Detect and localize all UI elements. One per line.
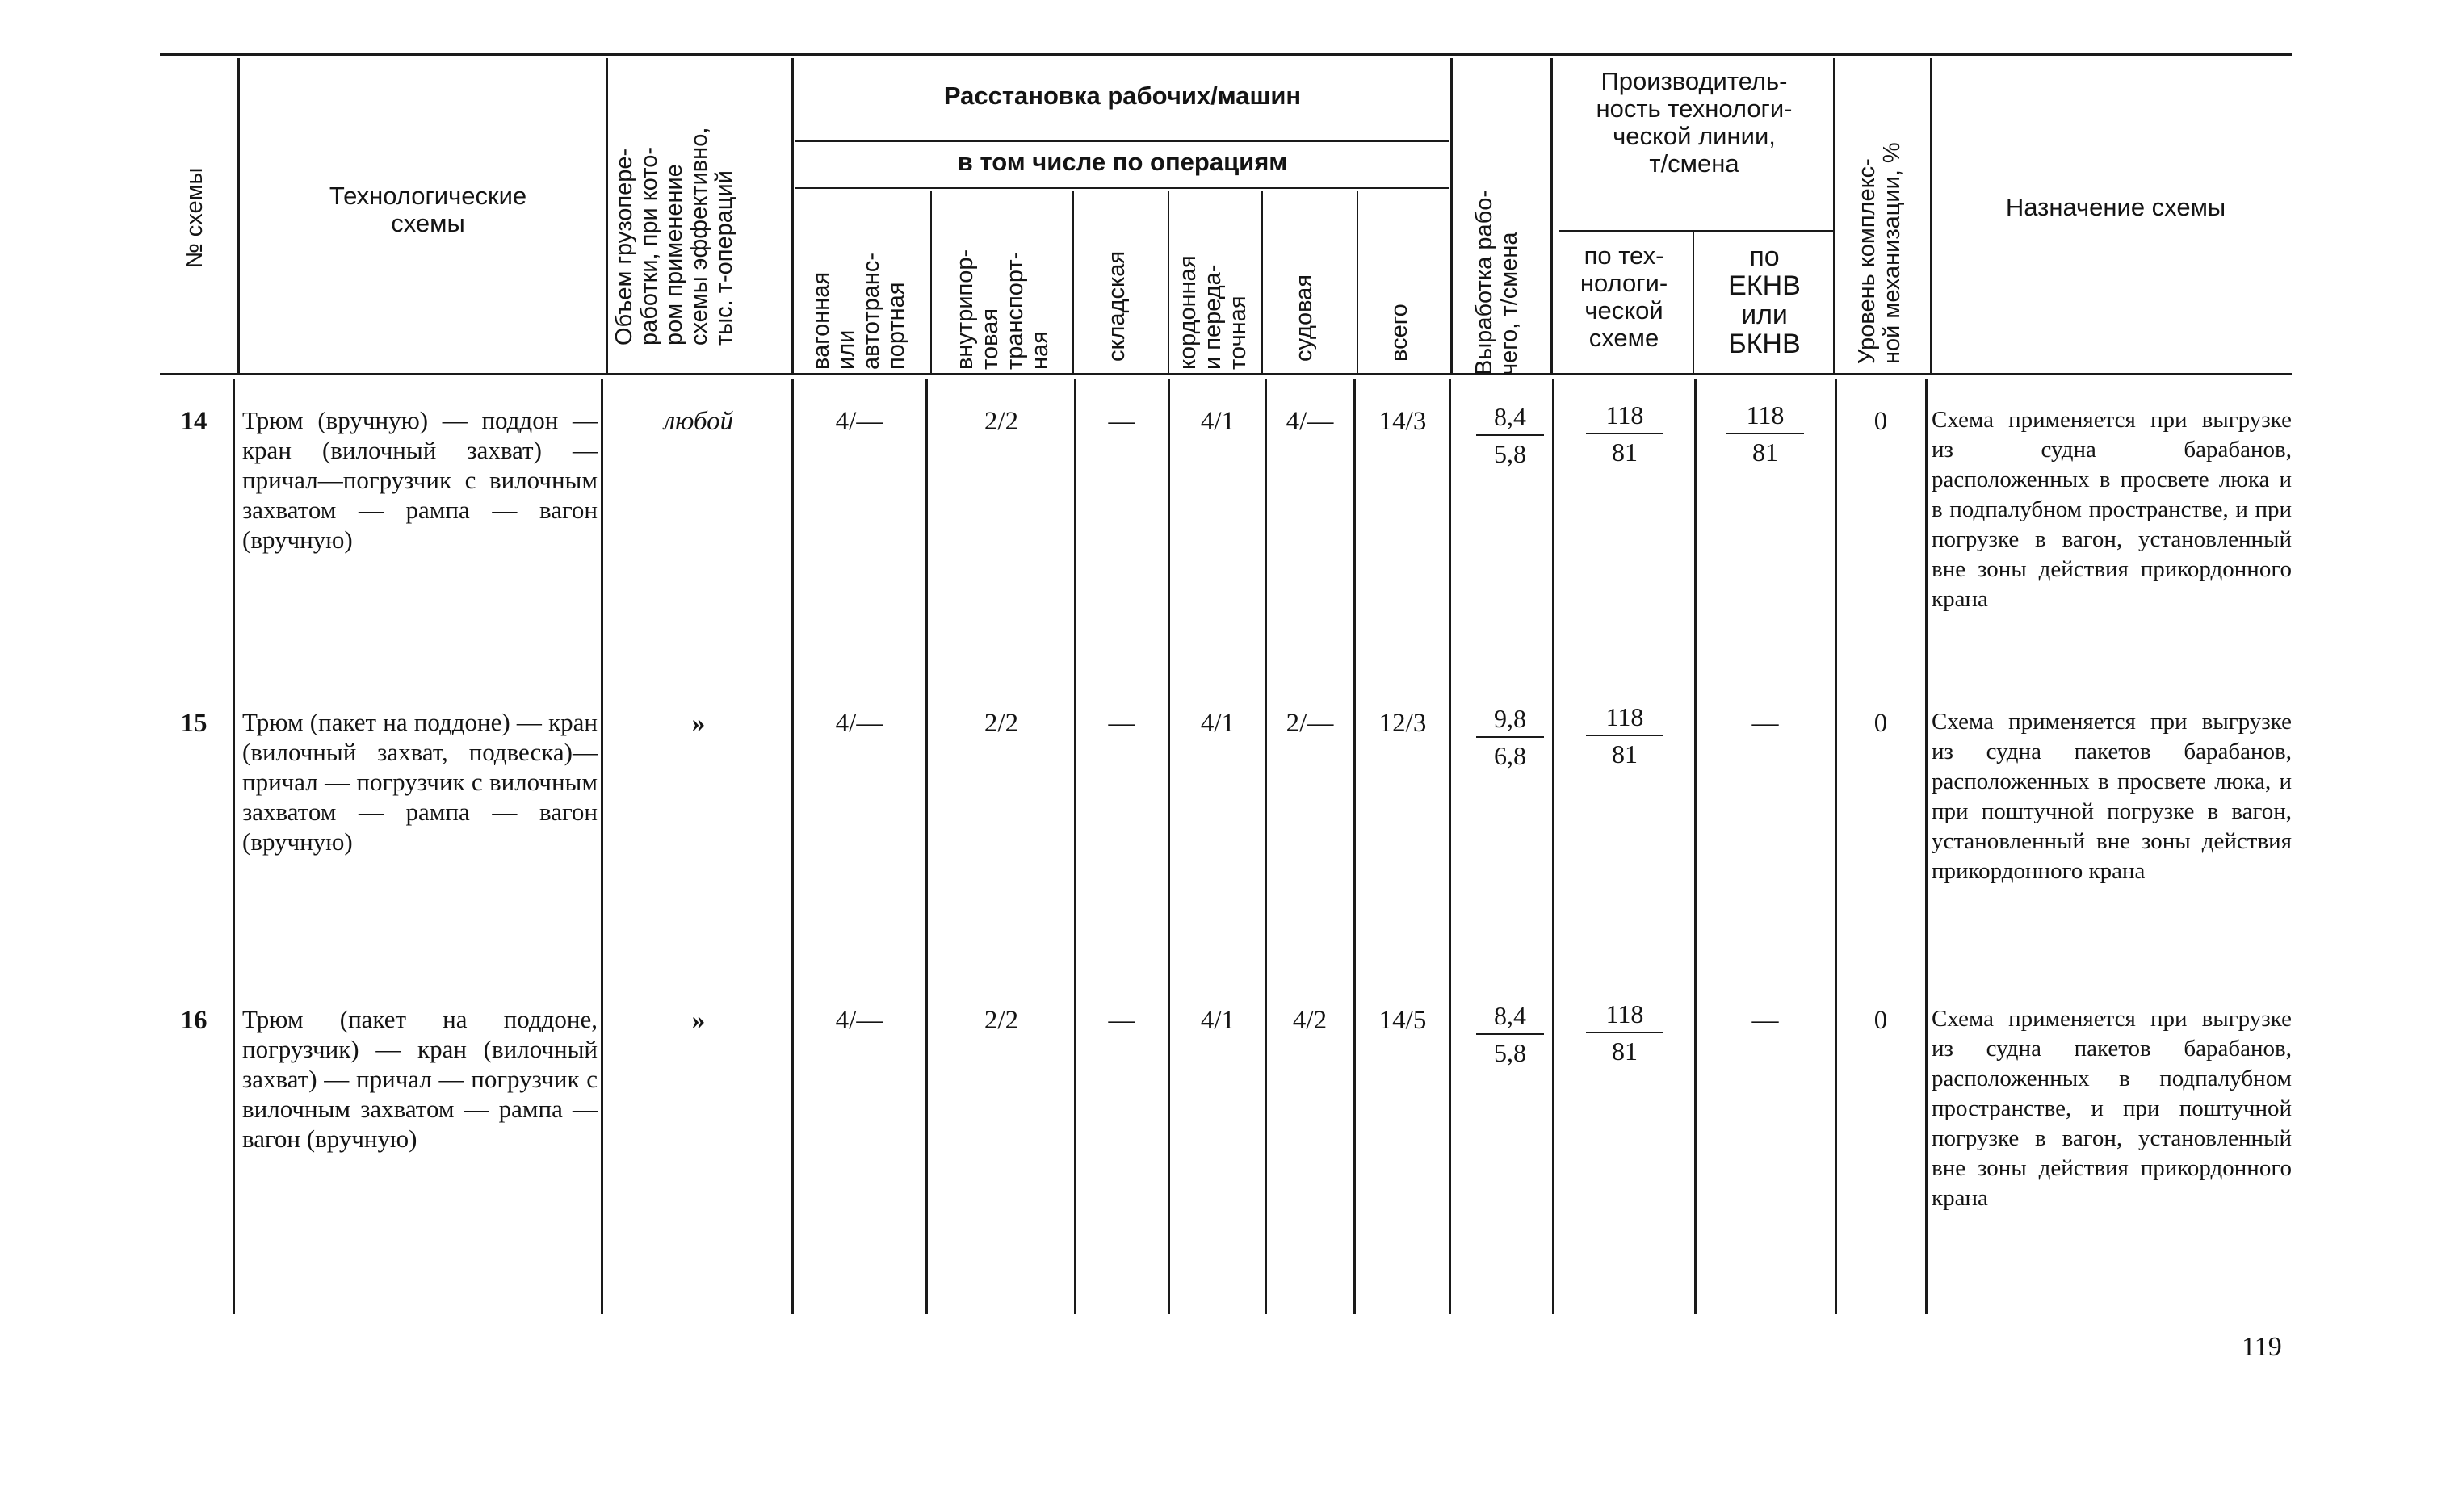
mech-level-value: 0 (1873, 407, 1888, 436)
tech-productivity-denominator: 81 (1612, 739, 1638, 769)
warehouse-value: — (1108, 407, 1135, 436)
vline-h5 (1072, 191, 1074, 373)
ekhv-productivity-dash: — (1751, 709, 1779, 738)
vline-b2 (601, 379, 603, 1314)
output-denominator: 5,8 (1494, 1038, 1526, 1067)
header-productivity: Производитель- ность технологи- ческой линии, т/смена (1596, 67, 1793, 178)
tech-productivity-numerator: 118 (1586, 399, 1663, 434)
productivity-subheader-rule (1559, 230, 1833, 232)
warehouse-value: — (1108, 709, 1135, 738)
scheme-description: Трюм (пакет на поддоне) — кран (вилочный захват, подвеска)—причал — погрузчик с вилочным захватом — рампа — вагон (вручную) (242, 708, 598, 856)
total-value: 14/5 (1378, 1006, 1427, 1035)
vline-h3 (791, 58, 794, 373)
header-by-ekhv: по ЕКНВ или БКНВ (1728, 241, 1801, 359)
volume-value: » (691, 709, 706, 738)
wagon-value: 4/— (835, 709, 883, 738)
output-numerator: 9,8 (1476, 702, 1544, 738)
vline-h12 (1833, 58, 1835, 373)
vline-h11 (1693, 232, 1694, 373)
header-internal: внутрипор- товая транспорт- ная (952, 249, 1053, 370)
total-value: 14/3 (1378, 407, 1427, 436)
page-number: 119 (2242, 1332, 2282, 1362)
header-cordon: кордонная и переда- точная (1175, 255, 1251, 370)
header-schemes: Технологические схемы (329, 182, 527, 237)
vline-b8 (1353, 379, 1356, 1314)
vline-b3 (791, 379, 794, 1314)
vline-b12 (1835, 379, 1837, 1314)
internal-value: 2/2 (984, 407, 1019, 436)
tech-productivity-numerator: 118 (1586, 701, 1663, 736)
vline-h4 (930, 191, 932, 373)
header-by-tech-scheme: по тех- нологи- ческой схеме (1579, 241, 1668, 352)
ekhv-productivity-dash: — (1751, 1006, 1779, 1035)
vline-b10 (1552, 379, 1554, 1314)
operations-subheader-rule (795, 187, 1449, 189)
output-denominator: 5,8 (1494, 439, 1526, 468)
vline-h9 (1450, 58, 1453, 373)
cordon-value: 4/1 (1200, 1006, 1235, 1035)
ship-value: 4/2 (1292, 1006, 1328, 1035)
header-purpose: Назначение схемы (2005, 193, 2226, 221)
vline-h13 (1930, 58, 1932, 373)
mech-level-value: 0 (1873, 709, 1888, 738)
header-mech-level: Уровень комплекс- ной механизации, % (1854, 142, 1905, 364)
volume-value: » (691, 1006, 706, 1035)
internal-value: 2/2 (984, 709, 1019, 738)
header-total: всего (1387, 304, 1412, 362)
output-numerator: 8,4 (1476, 400, 1544, 436)
header-scheme-no: № схемы (182, 167, 208, 269)
tech-productivity-fraction (1586, 701, 1663, 770)
tech-productivity-denominator: 81 (1612, 1037, 1638, 1066)
vline-h8 (1357, 191, 1358, 373)
header-placement: Расстановка рабочих/машин (943, 82, 1302, 110)
scheme-no: 15 (180, 709, 208, 738)
output-fraction (1476, 999, 1544, 1069)
top-rule (160, 53, 2292, 56)
scheme-description: Трюм (вручную) — поддон — кран (вилочный захват) — причал—погрузчик с вилочным захватом — рампа — вагон (вручную) (242, 406, 598, 554)
output-denominator: 6,8 (1494, 741, 1526, 770)
vline-b6 (1168, 379, 1170, 1314)
vline-b7 (1265, 379, 1267, 1314)
cordon-value: 4/1 (1200, 709, 1235, 738)
header-ship: судовая (1291, 274, 1317, 362)
tech-productivity-fraction (1586, 998, 1663, 1067)
purpose-description: Схема применяется при выгрузке из судна пакетов барабанов, расположенных в подпалубном пространстве, и при поштучной погрузке в вагон, установленный вне зоны действия прикордонного крана (1932, 1006, 2292, 1211)
scheme-no: 16 (180, 1006, 208, 1035)
vline-h6 (1168, 191, 1169, 373)
header-bottom-rule (160, 373, 2292, 375)
ekhv-productivity-denominator: 81 (1752, 438, 1778, 467)
vline-h2 (606, 58, 608, 373)
vline-b1 (233, 379, 235, 1314)
vline-h10 (1550, 58, 1553, 373)
output-numerator: 8,4 (1476, 999, 1544, 1035)
tech-productivity-numerator: 118 (1586, 998, 1663, 1033)
purpose-description: Схема применяется при выгрузке из судна барабанов, расположенных в просвете люка и в подпалубном пространстве, и при погрузке в вагон, установленный вне зоны действия прикордонного крана (1932, 407, 2292, 612)
tech-productivity-fraction (1586, 399, 1663, 468)
vline-h1 (237, 58, 240, 373)
ekhv-productivity-fraction (1726, 399, 1804, 468)
mech-level-value: 0 (1873, 1006, 1888, 1035)
volume-value: любой (663, 407, 734, 436)
vline-b5 (1074, 379, 1076, 1314)
header-volume: Объем грузопере- работки, при кото- ром применение схемы эффективно, тыс. т-операций (611, 127, 737, 346)
scheme-no: 14 (180, 407, 208, 436)
scheme-description: Трюм (пакет на поддоне, погрузчик) — кран (вилочный захват) — причал — погрузчик с вилочным захватом — рампа — вагон (вручную) (242, 1005, 598, 1153)
cordon-value: 4/1 (1200, 407, 1235, 436)
header-by-operation: в том числе по операциям (957, 148, 1288, 176)
vline-b11 (1694, 379, 1697, 1314)
header-wagon: вагонная или автотранс- портная (808, 252, 909, 370)
tech-productivity-denominator: 81 (1612, 438, 1638, 467)
placement-subheader-rule (795, 140, 1449, 142)
purpose-description: Схема применяется при выгрузке из судна пакетов барабанов, расположенных в просвете люка, и при поштучной погрузке в вагон, установленный вне зоны действия прикордонного крана (1932, 709, 2292, 884)
output-fraction (1476, 400, 1544, 470)
vline-b9 (1449, 379, 1451, 1314)
output-fraction (1476, 702, 1544, 772)
header-warehouse: складская (1104, 250, 1130, 362)
vline-b4 (925, 379, 928, 1314)
vline-h7 (1261, 191, 1263, 373)
ship-value: 4/— (1286, 407, 1334, 436)
total-value: 12/3 (1378, 709, 1427, 738)
vline-b13 (1925, 379, 1928, 1314)
ship-value: 2/— (1286, 709, 1334, 738)
ekhv-productivity-numerator: 118 (1726, 399, 1804, 434)
wagon-value: 4/— (835, 1006, 883, 1035)
internal-value: 2/2 (984, 1006, 1019, 1035)
header-output: Выработка рабо- чего, т/смена (1471, 190, 1522, 375)
warehouse-value: — (1108, 1006, 1135, 1035)
wagon-value: 4/— (835, 407, 883, 436)
